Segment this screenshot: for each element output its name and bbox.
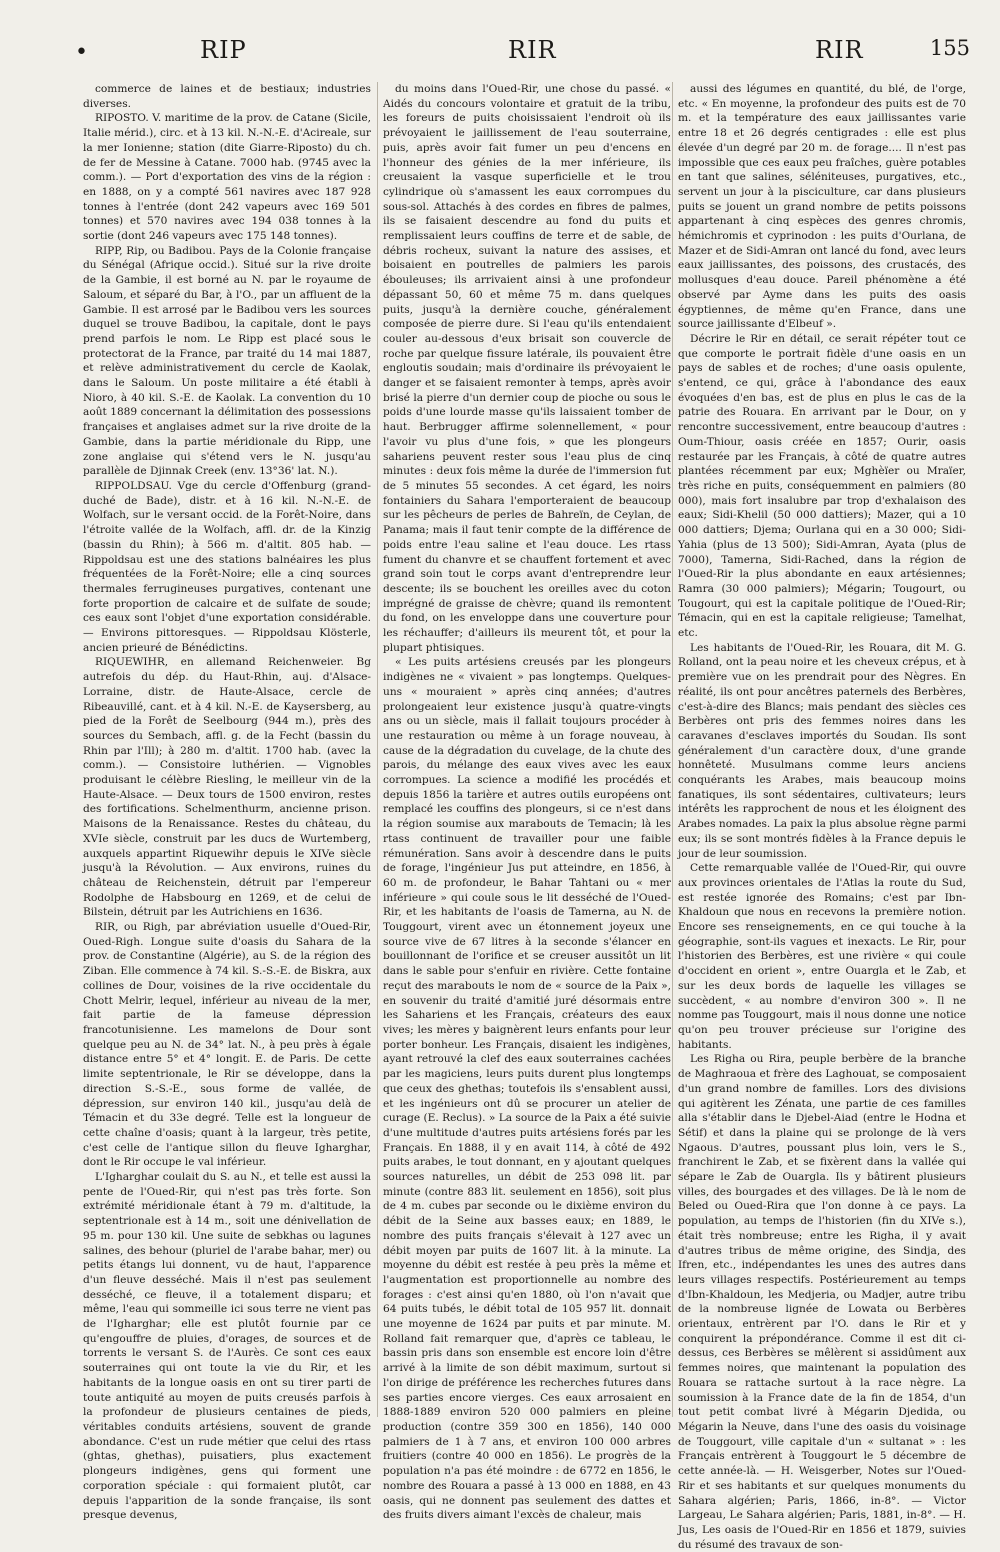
- entry-rir: RIR, ou Righ, par abréviation usuelle d'Oued-Rir, Oued-Righ. Longue suite d'oasis du Sahara de la prov. de Constantine (Algérie), au S. de la région des Ziban. Elle commence à 74 kil. S.-S.-E. de Biskra, aux collines de Dour, voisines de la rive occidentale du Chott Melrir, lequel, inférieur au niveau de la mer, fait partie de la fameuse dépression francotunisienne. Les mamelons de Dour sont quelque peu au N. de 34° lat. N., à peu près à égale distance entre 5° et 4° longit. E. de Paris. De cette limite septentrionale, le Rir se développe, dans la direction S.-S.-E., sous forme de vallée, de dépression, sur environ 140 kil., jusqu'au delà de Témacin et du 33e degré. Telle est la longueur de cette chaîne d'oasis; quant à la largeur, très petite, c'est celle de l'antique sillon du fleuve Igharghar, dont le Rir occupe le val inférieur.: [83, 921, 371, 1169]
- entry-ripp: RIPP, Rip, ou Badibou. Pays de la Colonie française du Sénégal (Afrique occid.). Situé sur la rive droite de la Gambie, il est borné au N. par le royaume de Saloum, et séparé du Bar, à l'O., par un affluent de la Gambie. Il est arrosé par le Badibou vers les sources duquel se trouve Badibou, la capitale, dont le pays prend parfois le nom. Le Ripp est placé sous le protectorat de la France, par traité du 14 mai 1887, et relève administrativement du cercle de Kaolak, dans le Saloum. Un poste militaire a été établi à Nioro, à 40 kil. S.-E. de Kaolak. La convention du 10 août 1889 concernant la délimitation des possessions françaises et anglaises admet sur la rive droite de la Gambie, dans la partie méridionale du Ripp, une zone anglaise qui s'étend vers le N. jusqu'au parallèle de Djinnak Creek (env. 13°36' lat. N.).: [83, 244, 371, 478]
- paragraph: aussi des légumes en quantité, du blé, de l'orge, etc. « En moyenne, la profondeur des puits est de 70 m. et la température des eaux jaillissantes varie entre 18 et 26 degrés centigrades : elle est plus élevée d'un degré par 20 m. de forage.... Il n'est pas impossible que ces eaux peu fraîches, guère potables en tant que salines, séléniteuses, purgatives, etc., servent un jour à la pisciculture, car dans plusieurs puits se jouent un grand nombre de petits poissons appartenant à cinq espèces des genres chromis, hémichromis et cyprinodon : les puits d'Ourlana, de Mazer et de Sidi-Amran ont lancé du fond, avec leurs eaux jaillissantes, des poissons, des crustacés, des mollusques d'eau douce. Pareil phénomène a été observé par Ayme dans les puits des oasis égyptiennes, de même qu'en France, dans une source jaillissante d'Elbeuf ».: [678, 83, 966, 331]
- paragraph: Cette remarquable vallée de l'Oued-Rir, qui ouvre aux provinces orientales de l'Atlas la route du Sud, est restée ignorée des Romains; c'est par Ibn-Khaldoun que nous en recevons la première notion. Encore ses renseignements, en ce qui touche à la géographie, sont-ils vagues et inexacts. Le Rir, pour l'historien des Berbères, est une rivière « qui coule d'occident en orient », entre Ouargla et le Zab, et sur les deux bords de laquelle les villages se succèdent, « au nombre d'environ 300 ». Il ne nomme pas Touggourt, mais il nous donne une notice qu'on peu trouver précieuse sur l'origine des habitants.: [678, 862, 966, 1051]
- paragraph: Décrire le Rir en détail, ce serait répéter tout ce que comporte le portrait fidèle d'une oasis en un pays de sables et de roches; d'une oasis opulente, s'entend, ce qui, grâce à l'abondance des eaux évoquées d'en bas, est de plus en plus le cas de la patrie des Rouara. En arrivant par le Dour, on y rencontre successivement, entre beaucoup d'autres : Oum-Thiour, oasis créée en 1857; Ourir, oasis restaurée par les Français, à côté de quatre autres plantées récemment par eux; Mghèïer ou Mraïer, très riche en puits, conséquemment en palmiers (80 000), mais fort insalubre par trop d'exhalaison des eaux; Sidi-Khelil (50 000 dattiers); Mazer, qui a 10 000 dattiers; Djema; Ourlana qui en a 30 000; Sidi-Yahia (plus de 13 500); Sidi-Amran, Ayata (plus de 7000), Tamerna, Sidi-Rached, dans la région de l'Oued-Rir la plus abondante en eaux artésiennes; Ramra (30 000 palmiers); Mégarin; Tougourt, ou Tougourt, qui est la capitale politique de l'Oued-Rir; Témacin, qui en est la capitale religieuse; Tamelhat, etc.: [678, 332, 966, 640]
- entry-riquewihr: RIQUEWIHR, en allemand Reichenweier. Bg autrefois du dép. du Haut-Rhin, auj. d'Alsace-Lorraine, distr. de Haute-Alsace, cercle de Ribeauvillé, cant. et à 4 kil. N.-E. de Kaysersberg, au pied de la Forêt de Seelbourg (944 m.), près des sources du Sembach, affl. g. de la Fecht (bassin du Rhin par l'Ill); à 280 m. d'altit. 1700 hab. (avec la comm.). — Consistoire luthérien. — Vignobles produisant le célèbre Riesling, le meilleur vin de la Haute-Alsace. — Deux tours de 1500 environ, restes des fortifications. Schelmenthurm, ancienne prison. Maisons de la Renaissance. Restes du château, du XVIe siècle, construit par les ducs de Wurtemberg, auxquels appartint Riquewihr depuis le XIVe siècle jusqu'à la Révolution. — Aux environs, ruines du château de Reichenstein, détruit par l'empereur Rodolphe de Habsbourg en 1269, et de celui de Bilstein, détruit par les Autrichiens en 1636.: [83, 656, 371, 919]
- column-middle: [383, 82, 672, 1522]
- header-middle-word: RIR: [508, 36, 557, 64]
- paragraph: Les Righa ou Rira, peuple berbère de la branche de Maghraoua et frère des Laghouat, se composaient d'un grand nombre de familles. Lors des divisions qui agitèrent les Zénata, une partie de ces familles alla s'établir dans le Djebel-Aiad (entre le Hodna et Sétif) et dans la plaine qui se prolonge de là vers Ngaous. D'autres, poussant plus loin, vers le S., franchirent le Zab, et se fixèrent dans la vallée qui sépare le Zab de Ouargla. Ils y bâtirent plusieurs villes, des bourgades et des villages. De là le nom de Beled ou Oued-Rira que l'on donne à ce pays. La population, au temps de l'historien (fin du XIVe s.), était très nombreuse; entre les Righa, il y avait d'autres tribus de même origine, des Sindja, des Ifren, etc., indépendantes les unes des autres dans leurs villages respectifs. Postérieurement au temps d'Ibn-Khaldoun, les Medjeria, ou Madjer, autre tribu de la nombreuse lignée de Lowata ou Berbères orientaux, entrèrent par l'O. dans le Rir et y conquirent la prépondérance. Comme il est dit ci-dessus, ces Berbères se mêlèrent si assidûment aux femmes noires, que maintenant la population des Rouara se rattache surtout à la race nègre. La soumission à la France date de la fin de 1854, d'un tout petit combat livré à Mégarin Djedida, ou Mégarin la Neuve, dans l'une des oasis du voisinage de Touggourt, ville capitale d'un « sultanat » : les Français entrèrent à Touggourt le 5 décembre de cette année-là. — H. Weisgerber, Notes sur l'Oued-Rir et ses habitants et sur quelques monuments du Sahara algérien; Paris, 1866, in-8°. — Victor Largeau, Le Sahara algérien; Paris, 1881, in-8°. — H. Jus, Les oasis de l'Oued-Rir en 1856 et 1879, suivies du résumé des travaux de son-: [678, 1053, 966, 1551]
- column-right: [678, 82, 967, 1551]
- paragraph: « Les puits artésiens creusés par les plongeurs indigènes ne « vivaient » pas longtemps. Quelques-uns « mouraient » après cinq années; d'autres prolongeaient leur existence jusqu'à quatre-vingts ans ou un siècle, mais il fallait toujours procéder à une restauration ou même à un forage nouveau, à cause de la dégradation du cuvelage, de la chute des parois, du mélange des eaux vives avec les eaux corrompues. La science a modifié les procédés et depuis 1856 la tarière et autres outils européens ont remplacé les couffins des plongeurs, si ce n'est dans la région soumise aux marabouts de Temacin; là les rtass continuent de travailler pour une faible rémunération. Sans avoir à descendre dans le puits de forage, l'ingénieur Jus put atteindre, en 1856, à 60 m. de profondeur, le Bahar Tahtani ou « mer inférieure » qui coule sous le lit desséché de l'Oued-Rir, et les habitants de l'oasis de Tamerna, au N. de Touggourt, virent avec un étonnement joyeux une source vive de 67 litres à la seconde s'élancer en bouillonnant de l'orifice et se creuser aussitôt un lit dans le sable pour s'enfuir en rivière. Cette fontaine reçut des marabouts le nom de « source de la Paix », en souvenir du traité d'amitié juré désormais entre les Sahariens et les Français, créateurs des eaux vives; les mères y baignèrent leurs enfants pour leur porter bonheur. Les Français, disaient les indigènes, ayant retrouvé la clef des eaux souterraines cachées par les magiciens, leurs puits durent plus longtemps que ceux des ghethas; toutefois ils s'ensablent aussi, et les ingénieurs ont dû se procurer un atelier de curage (E. Reclus). » La source de la Paix a été suivie d'une multitude d'autres puits artésiens forés par les Français. En 1888, il y en avait 114, à côté de 492 puits arabes, le tout donnant, en y ajoutant quelques sources naturelles, un débit de 253 098 lit. par minute (contre 883 lit. seulement en 1856), soit plus de 4 m. cubes par seconde ou le dixième environ du débit de la Seine aux basses eaux; en 1889, le nombre des puits français s'élevait à 127 avec un débit moyen par puits de 1607 lit. à la minute. La moyenne du débit est restée à peu près la même et l'augmentation est proportionnelle au nombre des forages : c'est ainsi qu'en 1880, où l'on n'avait que 64 puits tubés, le débit total de 105 957 lit. donnait une moyenne de 1624 par puits et par minute. M. Rolland fait remarquer que, d'après ce tableau, le bassin pris dans son ensemble est encore loin d'être arrivé à la limite de son débit maximum, surtout si l'on dirige de préférence les recherches futures dans ses parties encore vierges. Ces eaux arrosaient en 1888-1889 environ 520 000 palmiers en pleine production (contre 359 300 en 1856), 140 000 palmiers de 1 à 7 ans, et environ 100 000 arbres fruitiers (contre 40 000 en 1856). Le progrès de la population n'a pas été moindre : de 6772 en 1856, le nombre des Rouara a passé à 13 000 en 1888, en 43 oasis, qui ne donnent pas seulement des dattes et des fruits divers aimant l'excès de chaleur, mais: [383, 656, 672, 1522]
- running-header: [80, 36, 970, 70]
- paragraph: du moins dans l'Oued-Rir, une chose du passé. « Aidés du concours volontaire et gratuit de la tribu, les foreurs de puits choisissaient l'endroit où ils prévoyaient le jaillissement de l'eau souterraine, puis, après avoir fait fumer un peu d'encens en l'honneur des génies de la mer inférieure, ils creusaient la vasque superficielle et le trou cylindrique où s'amassent les eaux corrompues du sous-sol. Attachés à des cordes en fibres de palmes, ils se faisaient descendre au fond du puits et remplissaient leurs couffins de terre et de sable, de débris rocheux, suivant la nature des assises, et boisaient en poutrelles de palmiers les parois ébouleuses; ils arrivaient ainsi à une profondeur dépassant 50, 60 et même 75 m. dans quelques puits, jusqu'à la dernière couche, généralement composée de pierre dure. Si l'eau qu'ils entendaient couler au-dessous d'eux brisait son couvercle de roche par quelque fissure latérale, ils pouvaient être engloutis soudain; mais d'ordinaire ils prévoyaient le danger et se faisaient remonter à temps, après avoir brisé la pierre d'un dernier coup de pioche ou sous le poids d'une lourde masse qu'ils laissaient tomber de haut. Berbrugger affirme solennellement, « pour l'avoir vu plus d'une fois, » que les plongeurs sahariens peuvent rester sous l'eau plus de cinq minutes : deux fois même la durée de l'immersion fut de 5 minutes 55 secondes. A cet égard, les noirs fontainiers du Sahara l'emporteraient de beaucoup sur les pêcheurs de perles de Bahreïn, de Ceylan, de Panama; mais il faut tenir compte de la différence de poids entre l'eau saline et l'eau douce. Les rtass fument du chanvre et se chauffent fortement et avec grand soin tout le corps avant d'entreprendre leur descente; ils se bouchent les oreilles avec du coton imprégné de graisse de chèvre; quand ils remontent du fond, on les enveloppe dans une couverture pour les réchauffer; d'ailleurs ils meurent tôt, et pour la plupart phtisiques.: [383, 83, 671, 654]
- header-right-word: RIR: [815, 36, 864, 64]
- page-number: 155: [929, 36, 970, 60]
- column-divider: [672, 82, 673, 1417]
- header-left-word: RIP: [200, 36, 247, 64]
- paragraph: Les habitants de l'Oued-Rir, les Rouara, dit M. G. Rolland, ont la peau noire et les cheveux crépus, et à première vue on les prendrait pour des Nègres. En réalité, ils ont pour ancêtres paternels des Berbères, c'est-à-dire des Blancs; mais pendant des siècles ces Berbères ont pris des femmes noires dans les caravanes d'esclaves importés du Soudan. Ils sont généralement d'un caractère doux, d'une grande honnêteté. Musulmans comme leurs anciens conquérants les Arabes, mais beaucoup moins fanatiques, ils sont sédentaires, cultivateurs; leurs intérêts les rapprochent de nous et les éloignent des Arabes nomades. La paix la plus absolue règne parmi eux; ils se sont montrés fidèles à la France depuis le jour de leur soumission.: [678, 641, 967, 860]
- paragraph: commerce de laines et de bestiaux; industries diverses.: [83, 83, 371, 110]
- entry-riposto: RIPOSTO. V. maritime de la prov. de Catane (Sicile, Italie mérid.), circ. et à 13 kil. N.-N.-E. d'Acireale, sur la mer Ionienne; station (dite Giarre-Riposto) du ch. de fer de Messine à Catane. 7000 hab. (9745 avec la comm.). — Port d'exportation des vins de la région : en 1888, on y a compté 561 navires avec 187 928 tonnes à l'entrée (dont 242 vapeurs avec 169 501 tonnes) et 570 navires avec 194 038 tonnes à la sortie (dont 246 vapeurs avec 175 148 tonnes).: [83, 112, 371, 243]
- paragraph: L'Igharghar coulait du S. au N., et telle est aussi la pente de l'Oued-Rir, qui n'est pas très forte. Son extrémité méridionale étant à 79 m. d'altitude, la septentrionale est à 14 m., soit une dénivellation de 95 m. pour 130 kil. Une suite de sebkhas ou lagunes salines, des behour (pluriel de l'arabe bahar, mer) ou petits étangs lui donnent, vu de haut, l'apparence d'un fleuve desséché. Mais il n'est pas seulement desséché, ce fleuve, il a totalement disparu; et même, l'eau qui sommeille ici sous terre ne vient pas de l'Igharghar; elle est plutôt fournie par ce qu'engouffre de pluies, d'orages, de sources et de torrents le versant S. de l'Aurès. Ce sont ces eaux souterraines qui ont toute la vie du Rir, et les habitants de la longue oasis en ont su tirer parti de toute antiquité au moyen de puits creusés parfois à la profondeur de plusieurs centaines de pieds, véritables conduits artésiens, souvent de grande abondance. C'est un rude métier que celui des rtass (ghtas, ghethas), puisatiers, plus exactement plongeurs indigènes, gens qui forment une corporation spéciale : qui formaient plutôt, car depuis l'apparition de la sonde française, ils sont presque devenus,: [83, 1171, 371, 1522]
- bullet-mark: •: [75, 40, 88, 65]
- entry-rippoldsau: RIPPOLDSAU. Vge du cercle d'Offenburg (grand-duché de Bade), distr. et à 16 kil. N.-N.-E. de Wolfach, sur le versant occid. de la Forêt-Noire, dans l'étroite vallée de la Wolfach, affl. dr. de la Kinzig (bassin du Rhin); à 566 m. d'altit. 805 hab. — Rippoldsau est une des stations balnéaires les plus fréquentées de la Forêt-Noire; elle a cinq sources thermales ferrugineuses purgatives, contenant une forte proportion de calcaire et de sulfate de soude; ces eaux sont l'objet d'une exportation considérable. — Environs pittoresques. — Rippoldsau Klösterle, ancien prieuré de Bénédictins.: [83, 479, 371, 654]
- column-divider: [377, 82, 378, 1417]
- column-left: [83, 82, 371, 1522]
